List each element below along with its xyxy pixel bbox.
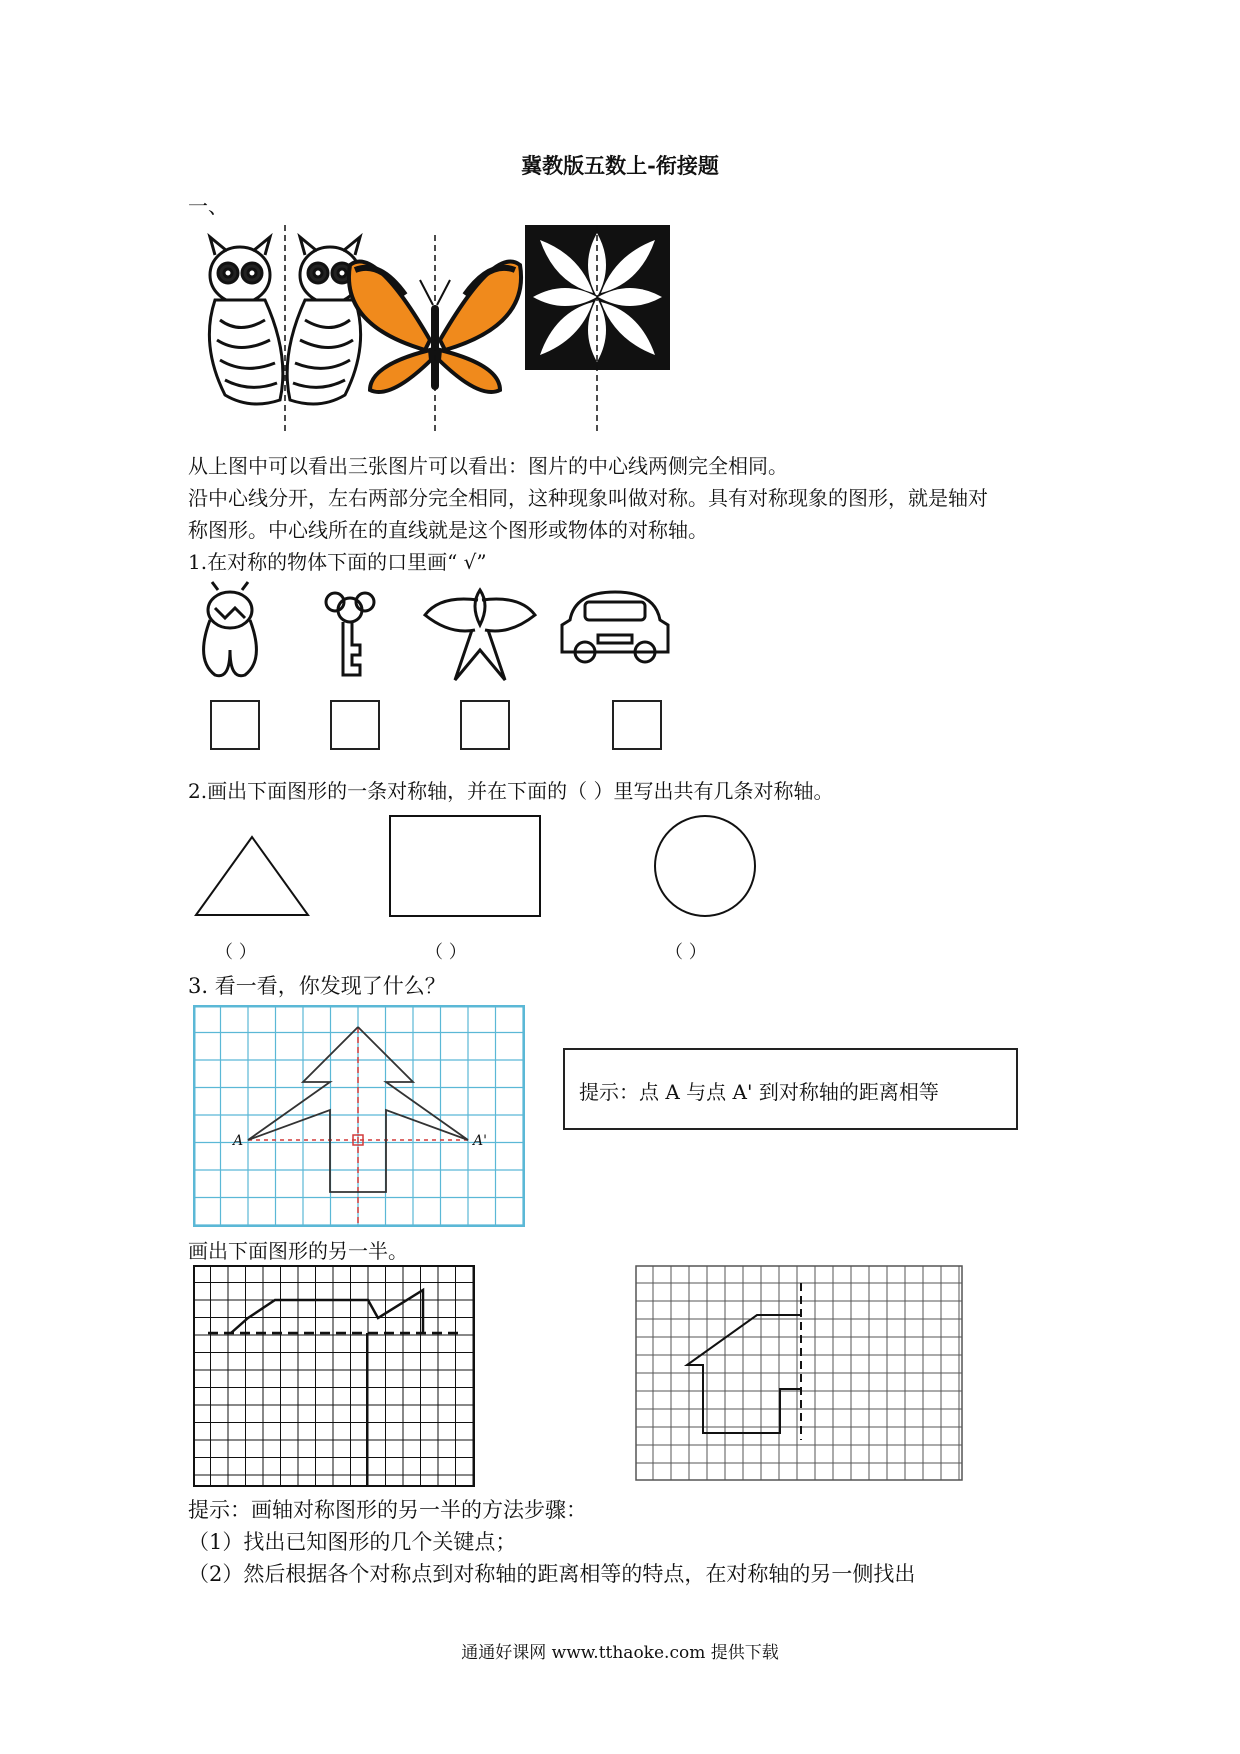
q2-shapes (190, 810, 780, 930)
hint-text: 提示：点 A 与点 A' 到对称轴的距离相等 (579, 1080, 939, 1104)
circle-shape (655, 816, 755, 916)
question-2: 2.画出下面图形的一条对称轴，并在下面的（ ）里写出共有几条对称轴。 (188, 779, 834, 803)
symmetry-images (195, 225, 755, 435)
triangle-shape (196, 837, 308, 915)
key-icon (326, 593, 374, 675)
tile-image (525, 225, 670, 435)
tree-grid (193, 1005, 525, 1227)
paragraph-line-1: 从上图中可以看出三张图片可以看出：图片的中心线两侧完全相同。 (188, 454, 788, 478)
rectangle-shape (390, 816, 540, 916)
paragraph-line-2: 沿中心线分开，左右两部分完全相同，这种现象叫做对称。具有对称现象的图形，就是轴对 (188, 486, 988, 510)
checkbox-key[interactable] (330, 700, 380, 750)
label-a: A (233, 1133, 244, 1149)
question-3: 3. 看一看，你发现了什么？ (188, 974, 446, 998)
answer-paren-circle[interactable]: （ ） (665, 942, 707, 963)
label-a-prime: A' (473, 1133, 487, 1149)
butterfly-image (349, 235, 521, 435)
checkbox-car[interactable] (612, 700, 662, 750)
car-icon (562, 592, 668, 662)
drawing-grid-right (635, 1265, 963, 1481)
checkbox-cicada[interactable] (210, 700, 260, 750)
question-1: 1.在对称的物体下面的口里画“ √” (188, 550, 487, 574)
page-footer: 通通好课网 www.tthaoke.com 提供下载 (461, 1643, 779, 1663)
paragraph-line-3: 称图形。中心线所在的直线就是这个图形或物体的对称轴。 (188, 518, 708, 542)
cicada-icon (204, 582, 257, 676)
page-title: 冀教版五数上-衔接题 (521, 153, 719, 178)
drawing-grid-left (193, 1265, 475, 1487)
answer-paren-rectangle[interactable]: （ ） (425, 942, 467, 963)
owls-image (209, 225, 360, 435)
answer-paren-triangle[interactable]: （ ） (215, 942, 257, 963)
hint-box (563, 1048, 1018, 1130)
tips-heading: 提示：画轴对称图形的另一半的方法步骤： (188, 1498, 587, 1522)
kite-icon (425, 590, 535, 680)
checkbox-kite[interactable] (460, 700, 510, 750)
q1-objects (190, 580, 710, 685)
tips-step-2: （2）然后根据各个对称点到对称轴的距离相等的特点，在对称轴的另一侧找出 (188, 1562, 916, 1586)
tips-step-1: （1）找出已知图形的几个关键点； (188, 1530, 517, 1554)
section-label: 一、 (188, 194, 228, 218)
draw-instruction: 画出下面图形的另一半。 (188, 1239, 408, 1263)
